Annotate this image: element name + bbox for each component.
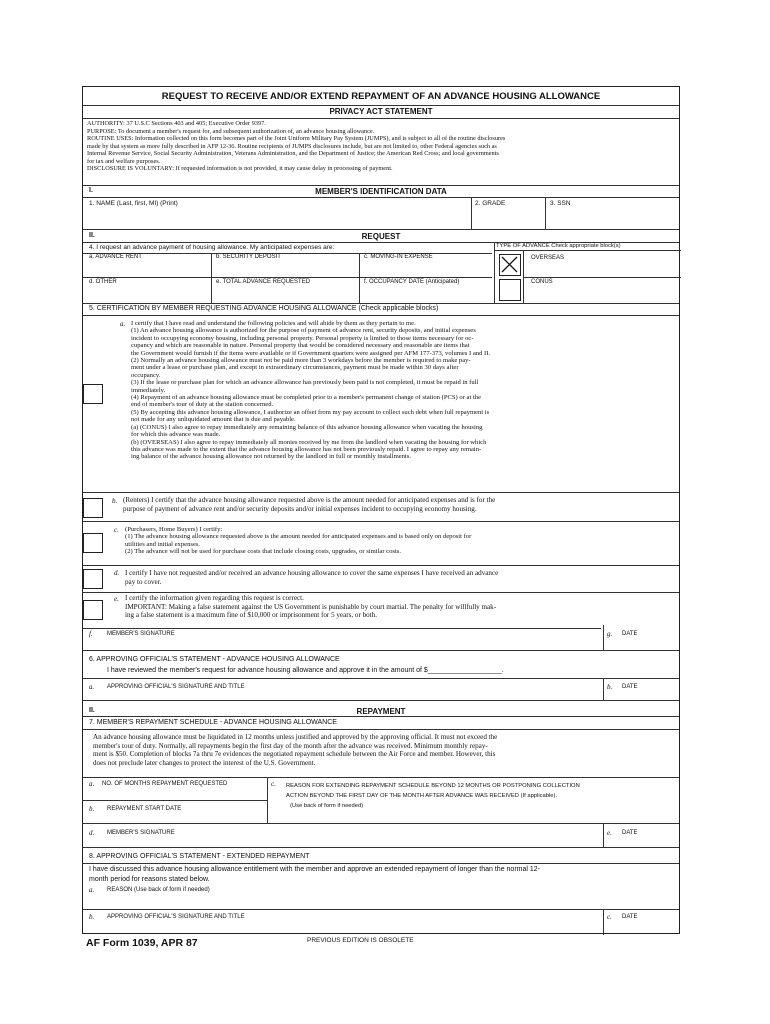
- form-frame: [82, 86, 680, 934]
- reason-c-label: c.: [271, 780, 276, 788]
- type-heading: TYPE OF ADVANCE Check appropriate block(s): [496, 243, 621, 249]
- conus-label: CONUS: [531, 279, 553, 285]
- certify-d-checkbox[interactable]: [83, 569, 103, 589]
- section2-heading: REQUEST: [361, 232, 401, 241]
- certify-e-label: e.: [114, 595, 119, 603]
- approving-b-label: b.: [607, 683, 613, 691]
- approving-date-field[interactable]: DATE: [622, 684, 638, 690]
- start-b-label: b.: [89, 805, 95, 813]
- approving-b8-label: b.: [89, 913, 95, 921]
- privacy-text: AUTHORITY: 37 U.S.C Sections 403 and 405; Executive Order 9397. PURPOSE: To document a member's request for, and subsequent authorization of, an advance housing allowance. ROUTINE USES: Information collected on this form becomes part of the Joint Uniform Military Pay System (JUMPS), and is subject to all of the routine disclosures made by that system as more fully described in AFP 12-36. Routine recipients of JUMPS disclosures include, but are not limited to, other Federal agencies such as Internal Revenue Service, Social Security Administration, Veterans Administration, and the Department of Justice; the American Red Cross; and local governments for tax and welfare purposes. DISCLOSURE IS VOLUNTARY: If requested information is not provided, it may cause delay in processing of payment.: [87, 120, 506, 172]
- section5-heading: 5. CERTIFICATION BY MEMBER REQUESTING ADVANCE HOUSING ALLOWANCE (Check applicable blocks): [89, 305, 439, 312]
- certify-a-text: I certify that I have read and understand the following policies and will abide by them as they pertain to me. (1) An advance housing allowance is authorized for the purpose of payment of advance rent, security deposits, and initial expenses incident to occupying economy housing, including personal property. Personal property is limited to those items necessary for oc- cupancy and which are reasonable in nature. Personal property that would be considered necessary and reasonable are items that the Government would furnish if the items were available or if Government quarters were assigned per AFM 177-373, volumes I and II. (2) Normally an advance housing allowance must not be paid more than 3 workdays before the member is required to make pay- ment under a lease or purchase plan, and except in extraordinary circumstances, payment must be made within 30 days after occupancy. (3) If the lease or purchase plan for which an advance allowance has previously been paid is not completed, it must be repaid in full immediately. (4) Repayment of an advance housing allowance must be completed prior to a member's permanent change of station (PCS) or at the end of member's tour of duty at the station concerned. (5) By accepting this advance housing allowance, I authorize an offset from my pay account to collect such debt when full repayment is not made for any unliquidated amount that is due and payable. (a) (CONUS) I also agree to repay immediately any remaining balance of this advance housing allowance when vacating the housing for which this advance was made. (b) (OVERSEAS) I also agree to repay immediately all monies received by me from the landlord when vacating the housing for which this advance was made to the extent that the advance housing allowance has not been previously repaid. I agree to repay any remain- ing balance of the advance housing allowance not returned by the landlord in full or monthly installments.: [131, 320, 491, 461]
- certify-b-checkbox[interactable]: [83, 498, 103, 518]
- total-advance-label: e. TOTAL ADVANCE REQUESTED: [216, 279, 311, 285]
- privacy-heading: PRIVACY ACT STATEMENT: [329, 107, 433, 116]
- section6-statement: I have reviewed the member's request for advance housing allowance and approve it in the amount of $___________________.: [107, 667, 504, 674]
- extended-date-field[interactable]: DATE: [622, 914, 638, 920]
- certify-d-text: I certify I have not requested and/or received an advance housing allowance to cover the same expenses I have received an advance pay to cover.: [125, 569, 499, 586]
- date-e-label: e.: [607, 829, 612, 837]
- approving-signature-field[interactable]: APPROVING OFFICIAL'S SIGNATURE AND TITLE: [107, 684, 245, 690]
- section1-num: I.: [89, 187, 93, 194]
- signature-f-label: f.: [89, 630, 93, 638]
- section7-title: 7. MEMBER'S REPAYMENT SCHEDULE - ADVANCE HOUSING ALLOWANCE: [89, 719, 337, 726]
- checkmark-x-icon: [500, 255, 519, 274]
- repayment-heading: REPAYMENT: [356, 707, 406, 716]
- advance-rent-label: a. ADVANCE RENT: [89, 254, 142, 260]
- sig-d-label: d.: [89, 829, 95, 837]
- section8-heading: 8. APPROVING OFFICIAL'S STATEMENT - EXTENDED REPAYMENT: [89, 853, 310, 860]
- moving-in-label: c. MOVING-IN EXPENSE: [364, 254, 433, 260]
- member-signature-field[interactable]: MEMBER'S SIGNATURE: [107, 631, 175, 637]
- occupancy-date-label: f. OCCUPANCY DATE (Anticipated): [364, 279, 460, 285]
- reason-a-label: a.: [89, 886, 95, 894]
- months-requested-field[interactable]: NO. OF MONTHS REPAYMENT REQUESTED: [102, 781, 228, 787]
- approving-a-label: a.: [89, 683, 95, 691]
- certify-e-checkbox[interactable]: [83, 600, 103, 620]
- certify-e-text: I certify the information given regarding this request is correct. IMPORTANT: Making a false statement against the US Government is punishable by court martial. The penalty for willfully mak- ing a false statement is a maximum fine of $10,000 or imprisonment for 5 years, or both.: [125, 594, 497, 620]
- certify-b-label: b.: [112, 497, 118, 505]
- date-g-label: g.: [607, 630, 613, 638]
- date-c8-label: c.: [607, 913, 612, 921]
- months-a-label: a.: [89, 780, 95, 788]
- reason-extend-field[interactable]: REASON FOR EXTENDING REPAYMENT SCHEDULE BEYOND 12 MONTHS OR POSTPONING COLLECTION ACTION BEYOND THE FIRST DAY OF THE MONTH AFTER ADVANCE WAS RECEIVED (If applicable). (Use back of form if needed): [286, 783, 580, 809]
- form-title: REQUEST TO RECEIVE AND/OR EXTEND REPAYMENT OF AN ADVANCE HOUSING ALLOWANCE: [161, 91, 601, 102]
- certify-c-label: c.: [114, 526, 119, 534]
- overseas-checkbox[interactable]: [499, 254, 521, 276]
- conus-checkbox[interactable]: [499, 279, 521, 301]
- certify-a-checkbox[interactable]: [83, 384, 103, 404]
- ssn-label: 3. SSN: [550, 200, 571, 207]
- certify-d-label: d.: [114, 569, 120, 577]
- certify-b-text: (Renters) I certify that the advance housing allowance requested above is the amount needed for anticipated expenses and is for the purpose of payment of advance rent and/or security deposits and/or initial expenses incident to occupying economy housing.: [123, 496, 496, 513]
- section8-text: I have discussed this advance housing allowance entitlement with the member and approve an extended repayment of longer than the normal 12- month period for reasons stated below.: [89, 866, 540, 883]
- repayment-start-field[interactable]: REPAYMENT START DATE: [107, 806, 182, 812]
- certify-c-text: (Purchasers, Home Buyers) I certify: (1) The advance housing allowance requested above is the amount needed for anticipated expenses and is based only on deposit for utilities and initial expenses. (2) The advance will not be used for purchase costs that include closing costs, upgrades, or similar costs.: [125, 526, 472, 556]
- overseas-label: OVERSEAS: [531, 255, 565, 261]
- certify-c-checkbox[interactable]: [83, 533, 103, 553]
- item4-text: 4. I request an advance payment of housing allowance. My anticipated expenses are:: [89, 244, 335, 251]
- extended-approving-signature[interactable]: APPROVING OFFICIAL'S SIGNATURE AND TITLE: [107, 914, 245, 920]
- extended-reason-field[interactable]: REASON (Use back of form if needed): [107, 887, 210, 893]
- form-number: AF Form 1039, APR 87: [86, 937, 198, 949]
- name-label: 1. NAME (Last, first, MI) (Print): [89, 200, 178, 207]
- security-deposit-label: b. SECURITY DEPOSIT: [216, 254, 281, 260]
- repayment-member-signature[interactable]: MEMBER'S SIGNATURE: [107, 830, 175, 836]
- other-label: d. OTHER: [89, 279, 117, 285]
- section6-heading: 6. APPROVING OFFICIAL'S STATEMENT - ADVANCE HOUSING ALLOWANCE: [89, 656, 340, 663]
- previous-edition-note: PREVIOUS EDITION IS OBSOLETE: [307, 937, 414, 944]
- section1-heading: MEMBER'S IDENTIFICATION DATA: [315, 187, 447, 196]
- repayment-date-field[interactable]: DATE: [622, 830, 638, 836]
- section7-text: An advance housing allowance must be liquidated in 12 months unless justified and approved by the approving official. It must not exceed the member's tour of duty. Normally, all repayments begin the first day of the month after the advance was received. Minimum monthly repay- ment is $50. Completion of blocks 7a thru 7e evidences the negotiated repayment schedule between the Air Force and member. However, this does not preclude later changes to protect the interest of the U.S. Government.: [93, 733, 498, 767]
- grade-label: 2. GRADE: [475, 200, 506, 207]
- member-date-field[interactable]: DATE: [622, 631, 638, 637]
- repayment-num: II.: [89, 707, 95, 714]
- certify-a-label: a.: [120, 320, 126, 328]
- section2-num: II.: [89, 232, 95, 239]
